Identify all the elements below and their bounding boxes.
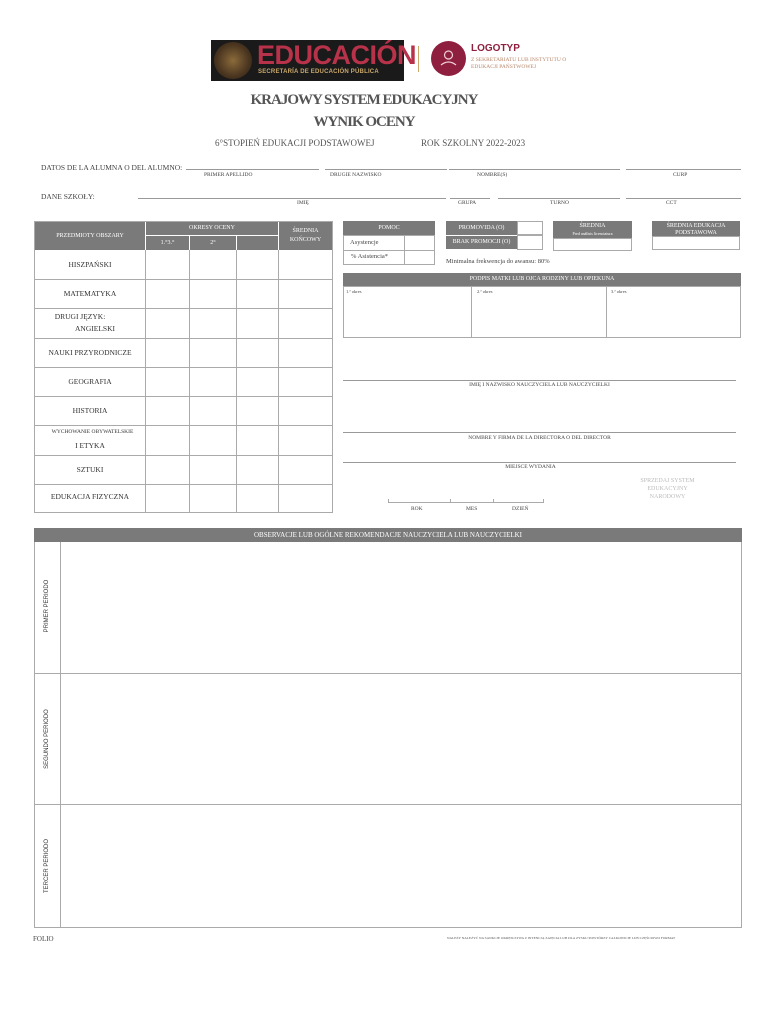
grid-line xyxy=(145,250,146,513)
logotyp-title: LOGOTYP xyxy=(471,43,520,54)
grade-label: 6°STOPIEŃ EDUKACJI PODSTAWOWEJ xyxy=(215,138,375,148)
basic-average-box[interactable] xyxy=(652,236,740,250)
subject-geografia: GEOGRAFIA xyxy=(68,377,112,386)
not-promoted-box[interactable] xyxy=(517,235,543,250)
period2-label: SEGUNDO PERIODO xyxy=(44,709,50,769)
school-label: DANE SZKOŁY: xyxy=(41,192,95,201)
school-year: ROK SZKOLNY 2022-2023 xyxy=(421,138,526,148)
field-line xyxy=(626,169,741,170)
date-line xyxy=(388,502,543,503)
logo-divider xyxy=(418,46,419,72)
period3-label: TERCER PERIODO xyxy=(44,839,50,894)
logotyp-emblem-icon xyxy=(431,41,466,76)
promoted-label: PROMOVIDA (O) xyxy=(446,221,517,235)
period1-header: 1.°3.° xyxy=(146,236,189,250)
average-label xyxy=(553,221,632,238)
field-drugie-nazwisko: DRUGIE NAZWISKO xyxy=(330,172,382,178)
document-subtitle: WYNIK OCENY xyxy=(313,114,415,130)
observations-period2-field[interactable] xyxy=(61,674,741,804)
date-tick xyxy=(493,499,494,503)
field-line xyxy=(449,169,620,170)
place-label: MIEJSCE WYDANIA xyxy=(505,464,556,470)
observations-period1-field[interactable] xyxy=(61,543,741,673)
field-line xyxy=(498,198,620,199)
field-curp: CURP xyxy=(673,172,688,178)
field-primer-apellido: PRIMER APELLIDO xyxy=(204,172,253,178)
grid-line xyxy=(236,250,237,513)
teacher-label: IMIĘ I NAZWISKO NAUCZYCIELA LUB NAUCZYCIELKI xyxy=(469,382,610,388)
grid-line xyxy=(34,338,333,339)
observations-period3-field[interactable] xyxy=(61,805,741,927)
attendance-row1: Asystencje xyxy=(350,239,379,246)
grid-line xyxy=(343,250,435,251)
parent-signature-header: PODPIS MATKI LUB OJCA RODZINY LUB OPIEKUNA xyxy=(343,273,741,286)
observations-header: OBSERVACJE LUB OGÓLNE REKOMENDACJE NAUCZYCIELA LUB NAUCZYCIELKI xyxy=(34,528,742,542)
subject-etyka: I ETYKA xyxy=(75,441,105,450)
date-month: MES xyxy=(466,506,478,512)
subject-wychowanie: WYCHOWANIE OBYWATELSKIE xyxy=(51,429,134,435)
grid-line xyxy=(34,367,333,368)
date-tick xyxy=(388,499,389,503)
logo-sub-text: SECRETARÍA DE EDUCACIÓN PÚBLICA xyxy=(258,69,379,75)
field-imie: IMIĘ xyxy=(297,200,309,206)
grid-line xyxy=(278,250,279,513)
field-nombres: NOMBRE(S) xyxy=(477,172,508,178)
stamp-watermark: SPRZEDAJ SYSTEM EDUKACYJNY NARODOWY xyxy=(640,478,695,500)
grid-line xyxy=(606,286,607,338)
basic-average-label: ŚREDNIA EDUKACJA PODSTAWOWA xyxy=(652,221,740,237)
subject-nauki: NAUKI PRZYRODNICZE xyxy=(48,348,132,357)
date-tick xyxy=(543,499,544,503)
attendance-row2: % Asistencia* xyxy=(351,253,389,260)
attendance-header: POMOC xyxy=(343,221,435,235)
date-tick xyxy=(450,499,451,503)
student-label: DATOS DE LA ALUMNA O DEL ALUMNO: xyxy=(41,163,183,172)
period1-label: PRIMER PERIODO xyxy=(44,579,50,633)
grid-line xyxy=(404,235,405,265)
footer-note: NALEŻY NALEŻYĆ NA SANKCJE OKRĘSLSTWA Z INTENCJĄ ZAJĘCIA LUB DLA ZYSKU POWTÓRZY CAŁKOWICIE LUB CZĘŚCIOWO FORMAT xyxy=(447,936,676,940)
subjects-header: PRZEDMIOTY OBSZARY xyxy=(35,222,145,250)
min-attendance: Minimalna frekwencja do awansu: 80% xyxy=(446,258,550,265)
field-line xyxy=(626,198,741,199)
final-header: ŚREDNIA KOŃCOWY xyxy=(279,222,332,250)
average-box[interactable] xyxy=(553,238,632,251)
grid-line xyxy=(189,250,190,513)
date-year: ROK xyxy=(411,506,423,512)
subject-drugi-jezyk: DRUGI JĘZYK: xyxy=(54,312,106,321)
grid-line xyxy=(34,308,333,309)
sep-logo xyxy=(211,40,417,81)
periods-header: OKRESY OCENY xyxy=(146,222,278,235)
period2-header: 2° xyxy=(190,236,236,250)
period3-header xyxy=(237,236,278,250)
parent-period2: 2.ª okres xyxy=(477,289,493,294)
parent-period3: 3.ª okres xyxy=(611,289,627,294)
seal-icon xyxy=(214,42,252,79)
promoted-box[interactable] xyxy=(517,221,543,235)
average-sub-text: Pred análisis licenciatura xyxy=(572,231,613,236)
grid-line xyxy=(34,425,333,426)
grid-line xyxy=(471,286,472,338)
signature-line xyxy=(343,380,736,381)
parent-period1: 1.ª okres xyxy=(346,289,362,294)
field-cct: CCT xyxy=(666,200,677,206)
director-label: NOMBRE Y FIRMA DE LA DIRECTORA O DEL DIRECTOR xyxy=(468,435,611,441)
signature-line xyxy=(343,432,736,433)
folio-label: FOLIO xyxy=(33,935,54,943)
document-title: KRAJOWY SYSTEM EDUKACYJNY xyxy=(250,92,478,108)
subject-edukacja-fizyczna: EDUKACJA FIZYCZNA xyxy=(50,492,130,501)
grid-line xyxy=(34,484,333,485)
subject-hiszpanski: HISZPAŃSKI xyxy=(68,260,112,269)
field-line xyxy=(325,169,447,170)
subject-sztuki: SZTUKI xyxy=(76,465,104,474)
grid-line xyxy=(34,396,333,397)
field-line xyxy=(186,169,319,170)
subject-angielski: ANGIELSKI xyxy=(75,324,115,333)
field-grupa: GRUPA xyxy=(458,200,477,206)
field-line xyxy=(450,198,490,199)
grid-line xyxy=(34,279,333,280)
subject-matematyka: MATEMATYKA xyxy=(63,289,117,298)
field-line xyxy=(138,198,446,199)
logo-main-text: EDUCACIÓN xyxy=(257,40,417,70)
field-turno: TURNO xyxy=(550,200,569,206)
date-day: DZIEŃ xyxy=(512,506,529,512)
signature-line xyxy=(343,462,736,463)
not-promoted-label: BRAK PROMOCJI (O) xyxy=(446,236,517,249)
parent-signature-box xyxy=(343,286,741,338)
logotyp-subtitle: Z SEKRETARIATU LUB INSTYTUTU O EDUKACJI PAŃSTWOWEJ xyxy=(471,57,567,70)
grid-line xyxy=(34,455,333,456)
average-label-text: ŚREDNIA xyxy=(579,223,606,229)
subject-historia: HISTORIA xyxy=(72,406,108,415)
